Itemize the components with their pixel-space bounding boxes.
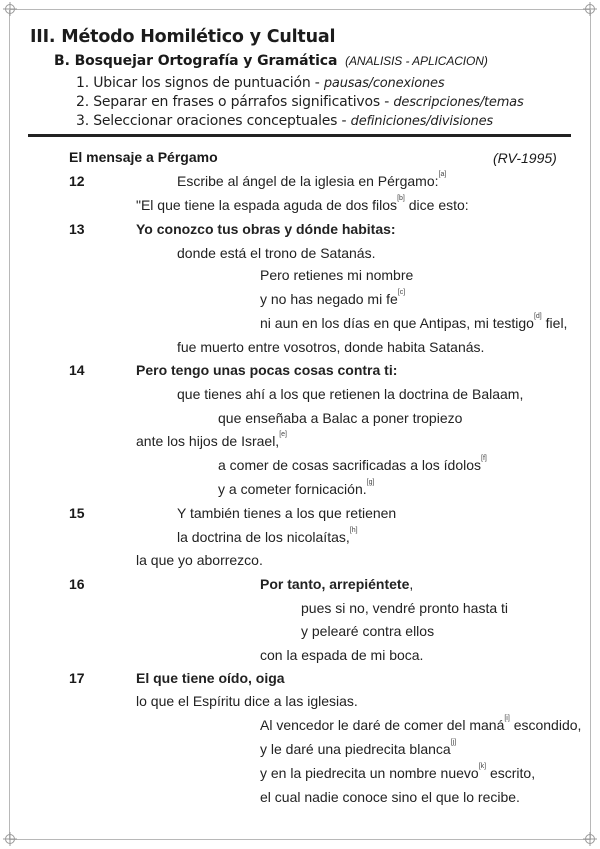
verse-number: 15 (69, 505, 85, 521)
step-1 (76, 75, 444, 91)
verse-line: y en la piedrecita un nombre nuevo[k] escrito, (260, 763, 536, 781)
verse-line: pues si no, vendré pronto hasta ti (301, 600, 509, 616)
subsection-title: B. Bosquejar Ortografía y Gramática (54, 53, 338, 69)
footnote-ref[interactable]: [d] (533, 313, 542, 320)
verse-line: ante los hijos de Israel,[e] (136, 431, 287, 449)
footnote-ref[interactable]: [g] (366, 479, 375, 486)
verse-line: Pero tengo unas pocas cosas contra ti: (136, 362, 398, 378)
step-label: 1. Ubicar los signos de puntuación - (76, 75, 324, 91)
footnote-ref[interactable]: [e] (279, 431, 287, 438)
verse-line: Yo conozco tus obras y dónde habitas: (136, 221, 396, 237)
verse-number: 13 (69, 221, 85, 237)
passage-title: El mensaje a Pérgamo (69, 149, 218, 165)
subsection-note: (ANALISIS - APLICACION) (345, 54, 488, 68)
footnote-ref[interactable]: [f] (481, 455, 487, 462)
footnote-ref[interactable]: [i] (504, 715, 510, 722)
verse-line: fue muerto entre vosotros, donde habita Satanás. (177, 339, 485, 355)
verse-number: 12 (69, 173, 85, 189)
frame-bottom-line (10, 839, 590, 840)
crop-mark-icon (3, 832, 17, 846)
crop-mark-icon (3, 2, 17, 16)
verse-line: Y también tienes a los que retienen (177, 505, 397, 521)
step-emphasis: pausas/conexiones (323, 76, 445, 91)
section-title: III. Método Homilético y Cultual (30, 27, 336, 47)
footnote-ref[interactable]: [k] (478, 763, 487, 770)
verse-line: Por tanto, arrepiéntete, (260, 576, 414, 592)
step-3 (76, 113, 493, 129)
frame-top-line (10, 9, 590, 10)
verse-line: y no has negado mi fe[c] (260, 289, 406, 307)
verse-line: que enseñaba a Balac a poner tropiezo (218, 410, 463, 426)
footnote-ref[interactable]: [h] (349, 527, 358, 534)
verse-line: El que tiene oído, oiga (136, 670, 285, 686)
footnote-ref[interactable]: [a] (438, 171, 447, 178)
step-label: 3. Seleccionar oraciones conceptuales - (76, 113, 351, 129)
frame-right-line (590, 10, 591, 840)
verse-line: Al vencedor le daré de comer del maná[i] escondido, (260, 715, 582, 733)
crop-mark-icon (583, 832, 597, 846)
verse-number: 14 (69, 362, 85, 378)
step-emphasis: definiciones/divisiones (350, 114, 493, 129)
step-label: 2. Separar en frases o párrafos significativos - (76, 94, 394, 110)
bible-version: (RV-1995) (493, 150, 557, 166)
verse-line: donde está el trono de Satanás. (177, 245, 376, 261)
verse-line: que tienes ahí a los que retienen la doctrina de Balaam, (177, 386, 524, 402)
verse-line: ni aun en los días en que Antipas, mi testigo[d] fiel, (260, 313, 568, 331)
step-emphasis: descripciones/temas (393, 95, 524, 110)
verse-line: con la espada de mi boca. (260, 647, 424, 663)
verse-line: lo que el Espíritu dice a las iglesias. (136, 693, 358, 709)
verse-line: el cual nadie conoce sino el que lo recibe. (260, 789, 520, 805)
verse-line: la doctrina de los nicolaítas,[h] (177, 527, 358, 545)
footnote-ref[interactable]: [j] (450, 739, 457, 746)
verse-line: Pero retienes mi nombre (260, 267, 414, 283)
verse-line: y le daré una piedrecita blanca[j] (260, 739, 457, 757)
verse-line: a comer de cosas sacrificadas a los ídolos[f] (218, 455, 487, 473)
crop-mark-icon (583, 2, 597, 16)
verse-line: la que yo aborrezco. (136, 552, 263, 568)
frame-left-line (9, 10, 10, 840)
verse-number: 16 (69, 576, 85, 592)
verse-line: Escribe al ángel de la iglesia en Pérgamo:[a] (177, 171, 447, 189)
footnote-ref[interactable]: [c] (397, 289, 406, 296)
step-2 (76, 94, 524, 110)
verse-line: y a cometer fornicación.[g] (218, 479, 375, 497)
footnote-ref[interactable]: [b] (397, 195, 405, 202)
verse-line: y pelearé contra ellos (301, 623, 435, 639)
verse-line: "El que tiene la espada aguda de dos filos[b] dice esto: (136, 195, 469, 213)
subsection-heading (54, 53, 488, 69)
section-divider (28, 134, 571, 137)
verse-number: 17 (69, 670, 85, 686)
